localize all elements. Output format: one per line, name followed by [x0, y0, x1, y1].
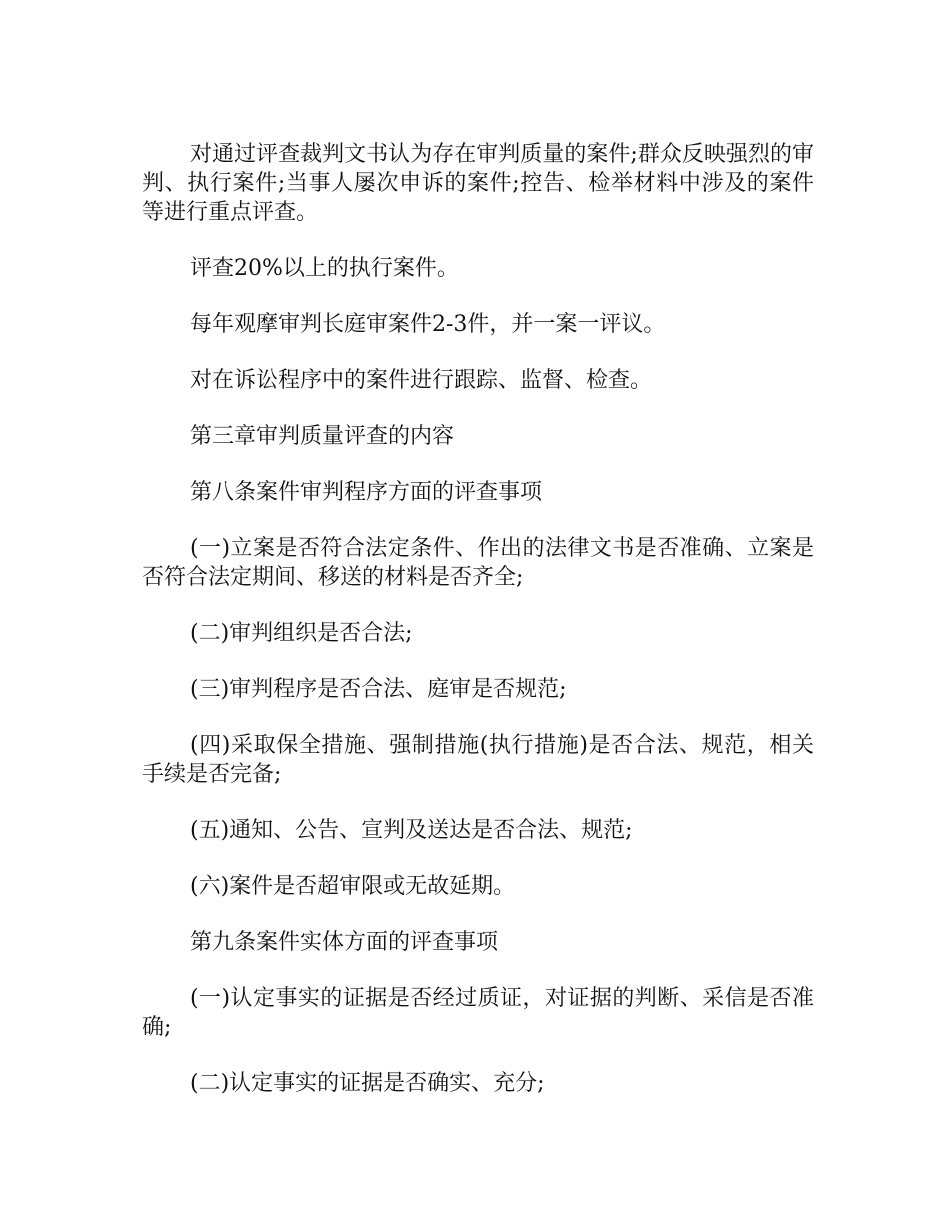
- chapter-heading-3: 第三章审判质量评查的内容: [190, 424, 455, 449]
- document-body: [142, 140, 814, 1125]
- article-8-item-6: (六)案件是否超审限或无故延期。: [190, 874, 516, 899]
- article-9-item-1: (一)认定事实的证据是否经过质证，对证据的判断、采信是否准确;: [142, 986, 814, 1040]
- article-8-item-1: (一)立案是否符合法定条件、作出的法律文书是否准确、立案是否符合法定期间、移送的材料是否齐全;: [142, 536, 814, 590]
- article-8-item-4: (四)采取保全措施、强制措施(执行措施)是否合法、规范，相关手续是否完备;: [142, 733, 814, 787]
- paragraph-trial-observation: 每年观摩审判长庭审案件2-3件，并一案一评议。: [190, 312, 666, 337]
- article-8-item-5: (五)通知、公告、宣判及送达是否合法、规范;: [190, 818, 633, 843]
- article-8-item-2: (二)审判组织是否合法;: [190, 621, 413, 646]
- article-8-item-3: (三)审判程序是否合法、庭审是否规范;: [190, 677, 567, 702]
- paragraph-key-review-cases: 对通过评查裁判文书认为存在审判质量的案件;群众反映强烈的审判、执行案件;当事人屡次申诉的案件;控告、检举材料中涉及的案件等进行重点评查。: [142, 142, 814, 225]
- article-heading-8: 第八条案件审判程序方面的评查事项: [190, 480, 543, 505]
- paragraph-execution-case-review: 评查20%以上的执行案件。: [190, 256, 459, 281]
- article-9-item-2: (二)认定事实的证据是否确实、充分;: [190, 1071, 545, 1096]
- article-heading-9: 第九条案件实体方面的评查事项: [190, 930, 499, 955]
- paragraph-case-tracking: 对在诉讼程序中的案件进行跟踪、监督、检查。: [190, 368, 653, 393]
